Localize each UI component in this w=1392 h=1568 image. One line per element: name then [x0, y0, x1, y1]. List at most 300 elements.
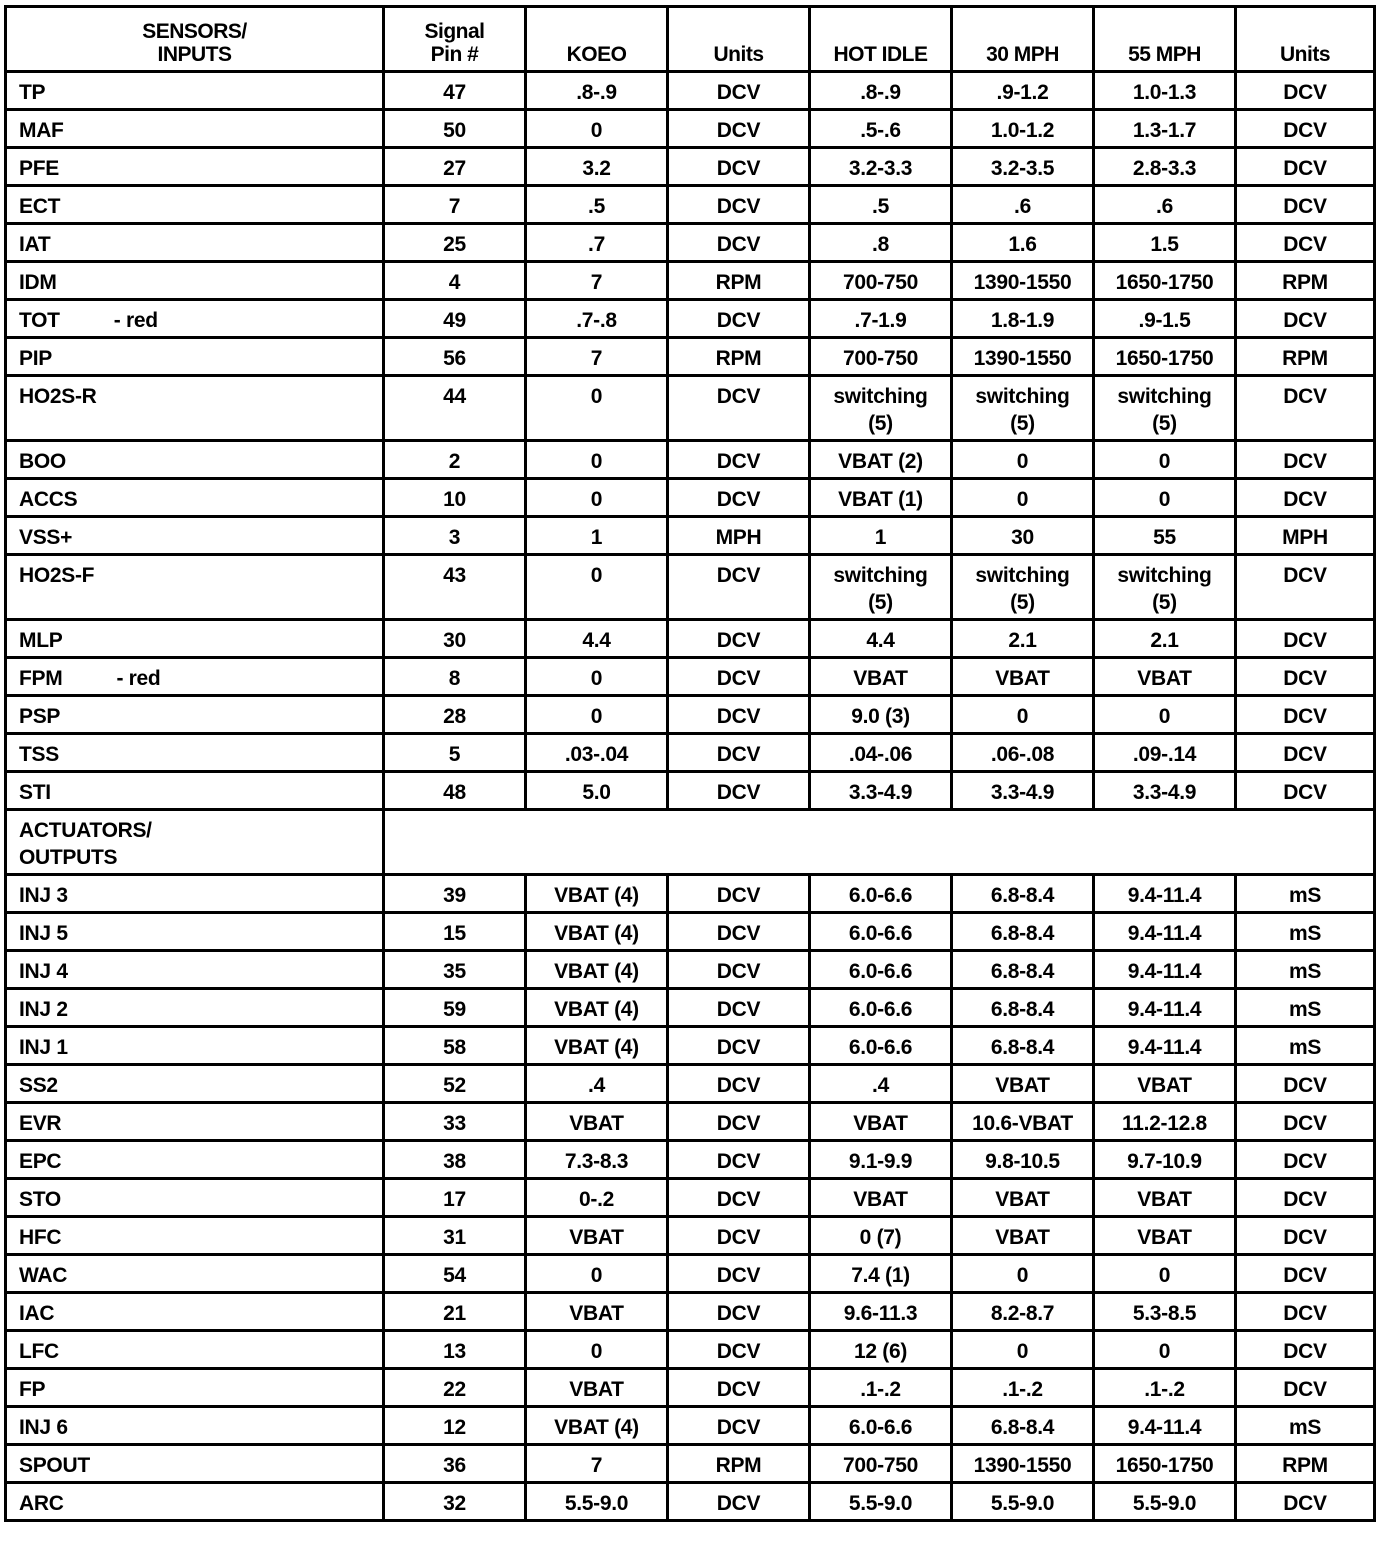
- hot-idle-value: 5.5-9.0: [810, 1483, 952, 1521]
- koeo-value: 7: [526, 338, 668, 376]
- component-label: INJ 1: [19, 1036, 68, 1059]
- units: DCV: [668, 875, 810, 913]
- signal-pin: 17: [384, 1179, 526, 1217]
- units-2: DCV: [1236, 1369, 1375, 1407]
- 55-mph-value: 9.4-11.4: [1094, 989, 1236, 1027]
- units: MPH: [668, 517, 810, 555]
- 55-mph-value: .9-1.5: [1094, 300, 1236, 338]
- header-row: [6, 7, 1375, 72]
- 30-mph-value: 1390-1550: [952, 262, 1094, 300]
- 55-mph-value: 9.4-11.4: [1094, 875, 1236, 913]
- hot-idle-value: .4: [810, 1065, 952, 1103]
- header-units-2: Units: [1236, 7, 1375, 72]
- units-2: DCV: [1236, 1179, 1375, 1217]
- signal-pin: 4: [384, 262, 526, 300]
- 55-mph-value: 55: [1094, 517, 1236, 555]
- hot-idle-value: 3.2-3.3: [810, 148, 952, 186]
- component-label: TOT: [19, 309, 60, 332]
- units: DCV: [668, 951, 810, 989]
- 30-mph-value: 1.6: [952, 224, 1094, 262]
- hot-idle-value: VBAT: [810, 1179, 952, 1217]
- signal-pin: 2: [384, 441, 526, 479]
- component-label: MLP: [19, 629, 63, 652]
- units-2: DCV: [1236, 1331, 1375, 1369]
- component-name: [6, 262, 384, 300]
- units-2: DCV: [1236, 224, 1375, 262]
- hot-idle-value: .1-.2: [810, 1369, 952, 1407]
- table-row: [6, 441, 1375, 479]
- koeo-value: 3.2: [526, 148, 668, 186]
- signal-pin: 38: [384, 1141, 526, 1179]
- signal-pin: 43: [384, 555, 526, 620]
- units: DCV: [668, 620, 810, 658]
- signal-pin: 30: [384, 620, 526, 658]
- units: DCV: [668, 989, 810, 1027]
- signal-pin: 44: [384, 376, 526, 441]
- units: DCV: [668, 72, 810, 110]
- 30-mph-value: 0: [952, 479, 1094, 517]
- units-2: DCV: [1236, 376, 1375, 441]
- signal-pin: 8: [384, 658, 526, 696]
- units-2: DCV: [1236, 186, 1375, 224]
- units-2: DCV: [1236, 734, 1375, 772]
- table-row: [6, 1027, 1375, 1065]
- 55-mph-value: 1.5: [1094, 224, 1236, 262]
- units: DCV: [668, 148, 810, 186]
- 55-mph-value: VBAT: [1094, 1065, 1236, 1103]
- 55-mph-value: 1.3-1.7: [1094, 110, 1236, 148]
- component-name: [6, 224, 384, 262]
- koeo-value: 5.5-9.0: [526, 1483, 668, 1521]
- hot-idle-value: 700-750: [810, 262, 952, 300]
- table-row: [6, 658, 1375, 696]
- 30-mph-value: switching (5): [952, 376, 1094, 441]
- units-2: DCV: [1236, 148, 1375, 186]
- units-2: DCV: [1236, 300, 1375, 338]
- header-30-mph: 30 MPH: [952, 7, 1094, 72]
- table-row: [6, 224, 1375, 262]
- hot-idle-value: 6.0-6.6: [810, 875, 952, 913]
- 30-mph-value: 9.8-10.5: [952, 1141, 1094, 1179]
- header-units: Units: [668, 7, 810, 72]
- hot-idle-value: .04-.06: [810, 734, 952, 772]
- component-label: WAC: [19, 1264, 68, 1287]
- hot-idle-value: 6.0-6.6: [810, 951, 952, 989]
- component-label: HFC: [19, 1226, 62, 1249]
- component-label: INJ 4: [19, 960, 68, 983]
- signal-pin: 27: [384, 148, 526, 186]
- units: DCV: [668, 696, 810, 734]
- koeo-value: VBAT: [526, 1217, 668, 1255]
- units-2: mS: [1236, 989, 1375, 1027]
- signal-pin: 15: [384, 913, 526, 951]
- units-2: mS: [1236, 875, 1375, 913]
- 55-mph-value: switching (5): [1094, 376, 1236, 441]
- wire-color-note: - red: [116, 667, 161, 690]
- component-label: SPOUT: [19, 1454, 90, 1477]
- component-name: [6, 913, 384, 951]
- 30-mph-value: VBAT: [952, 658, 1094, 696]
- component-label: FPM: [19, 667, 63, 690]
- 55-mph-value: 0: [1094, 1331, 1236, 1369]
- 30-mph-value: 0: [952, 696, 1094, 734]
- koeo-value: VBAT: [526, 1103, 668, 1141]
- wire-color-note: - red: [113, 309, 158, 332]
- component-label: ACCS: [19, 488, 78, 511]
- units: DCV: [668, 1065, 810, 1103]
- 30-mph-value: 1390-1550: [952, 1445, 1094, 1483]
- 30-mph-value: .06-.08: [952, 734, 1094, 772]
- 30-mph-value: VBAT: [952, 1179, 1094, 1217]
- component-name: [6, 875, 384, 913]
- hot-idle-value: VBAT (1): [810, 479, 952, 517]
- 55-mph-value: 5.3-8.5: [1094, 1293, 1236, 1331]
- units-2: DCV: [1236, 1483, 1375, 1521]
- component-name: [6, 1141, 384, 1179]
- component-name: [6, 658, 384, 696]
- 30-mph-value: 6.8-8.4: [952, 1407, 1094, 1445]
- sensor-values-table: [4, 5, 1376, 1522]
- hot-idle-value: 700-750: [810, 338, 952, 376]
- component-label: SS2: [19, 1074, 58, 1097]
- component-name: [6, 148, 384, 186]
- component-label: EPC: [19, 1150, 62, 1173]
- sensor-rows: [6, 72, 1375, 810]
- hot-idle-value: .8: [810, 224, 952, 262]
- 30-mph-value: 8.2-8.7: [952, 1293, 1094, 1331]
- 55-mph-value: 9.4-11.4: [1094, 1407, 1236, 1445]
- table-row: [6, 913, 1375, 951]
- component-label: EVR: [19, 1112, 62, 1135]
- signal-pin: 54: [384, 1255, 526, 1293]
- component-name: [6, 110, 384, 148]
- 30-mph-value: switching (5): [952, 555, 1094, 620]
- units-2: DCV: [1236, 555, 1375, 620]
- signal-pin: 58: [384, 1027, 526, 1065]
- 30-mph-value: 6.8-8.4: [952, 989, 1094, 1027]
- 30-mph-value: 2.1: [952, 620, 1094, 658]
- koeo-value: 1: [526, 517, 668, 555]
- units-2: RPM: [1236, 262, 1375, 300]
- component-name: [6, 376, 384, 441]
- table-row: [6, 186, 1375, 224]
- component-label: INJ 2: [19, 998, 68, 1021]
- units-2: mS: [1236, 951, 1375, 989]
- hot-idle-value: switching (5): [810, 376, 952, 441]
- units-2: DCV: [1236, 1103, 1375, 1141]
- table-row: [6, 1445, 1375, 1483]
- units-2: mS: [1236, 1407, 1375, 1445]
- koeo-value: 0: [526, 1331, 668, 1369]
- header-hot-idle: HOT IDLE: [810, 7, 952, 72]
- units: DCV: [668, 224, 810, 262]
- hot-idle-value: 4.4: [810, 620, 952, 658]
- table-row: [6, 110, 1375, 148]
- koeo-value: .8-.9: [526, 72, 668, 110]
- component-name: [6, 696, 384, 734]
- units: DCV: [668, 1027, 810, 1065]
- 30-mph-value: VBAT: [952, 1065, 1094, 1103]
- signal-pin: 12: [384, 1407, 526, 1445]
- signal-pin: 28: [384, 696, 526, 734]
- table-row: [6, 376, 1375, 441]
- units: RPM: [668, 1445, 810, 1483]
- 55-mph-value: 2.1: [1094, 620, 1236, 658]
- units: DCV: [668, 1483, 810, 1521]
- section-label-actuators-outputs: ACTUATORS/ OUTPUTS: [6, 810, 384, 875]
- 30-mph-value: 0: [952, 441, 1094, 479]
- component-name: [6, 300, 384, 338]
- component-label: INJ 3: [19, 884, 68, 907]
- 30-mph-value: 6.8-8.4: [952, 951, 1094, 989]
- 55-mph-value: 1650-1750: [1094, 1445, 1236, 1483]
- component-label: MAF: [19, 119, 64, 142]
- table-row: [6, 989, 1375, 1027]
- units: DCV: [668, 1103, 810, 1141]
- signal-pin: 47: [384, 72, 526, 110]
- signal-pin: 50: [384, 110, 526, 148]
- units-2: RPM: [1236, 338, 1375, 376]
- component-label: IAT: [19, 233, 51, 256]
- hot-idle-value: switching (5): [810, 555, 952, 620]
- koeo-value: .7: [526, 224, 668, 262]
- units: DCV: [668, 1407, 810, 1445]
- table-row: [6, 1141, 1375, 1179]
- signal-pin: 5: [384, 734, 526, 772]
- koeo-value: VBAT: [526, 1369, 668, 1407]
- units-2: DCV: [1236, 479, 1375, 517]
- units-2: DCV: [1236, 110, 1375, 148]
- koeo-value: 0-.2: [526, 1179, 668, 1217]
- table-row: [6, 696, 1375, 734]
- component-label: VSS+: [19, 526, 73, 549]
- component-label: HO2S-R: [19, 385, 97, 408]
- koeo-value: 0: [526, 658, 668, 696]
- component-label: PSP: [19, 705, 61, 728]
- component-name: [6, 1217, 384, 1255]
- 55-mph-value: VBAT: [1094, 1217, 1236, 1255]
- section-spacer: [384, 810, 1375, 875]
- header-koeo: KOEO: [526, 7, 668, 72]
- koeo-value: VBAT (4): [526, 1407, 668, 1445]
- signal-pin: 22: [384, 1369, 526, 1407]
- component-label: IAC: [19, 1302, 55, 1325]
- 30-mph-value: 6.8-8.4: [952, 1027, 1094, 1065]
- koeo-value: VBAT: [526, 1293, 668, 1331]
- koeo-value: 0: [526, 479, 668, 517]
- koeo-value: 0: [526, 696, 668, 734]
- koeo-value: 7: [526, 1445, 668, 1483]
- 30-mph-value: 10.6-VBAT: [952, 1103, 1094, 1141]
- table-row: [6, 772, 1375, 810]
- units: RPM: [668, 338, 810, 376]
- table-row: [6, 1293, 1375, 1331]
- component-label: LFC: [19, 1340, 59, 1363]
- 30-mph-value: .6: [952, 186, 1094, 224]
- 55-mph-value: VBAT: [1094, 658, 1236, 696]
- hot-idle-value: 6.0-6.6: [810, 1027, 952, 1065]
- units: DCV: [668, 186, 810, 224]
- hot-idle-value: .8-.9: [810, 72, 952, 110]
- component-label: INJ 6: [19, 1416, 68, 1439]
- header-55-mph: 55 MPH: [1094, 7, 1236, 72]
- koeo-value: .03-.04: [526, 734, 668, 772]
- koeo-value: VBAT (4): [526, 951, 668, 989]
- table-row: [6, 1369, 1375, 1407]
- 30-mph-value: 5.5-9.0: [952, 1483, 1094, 1521]
- component-name: [6, 1065, 384, 1103]
- koeo-value: VBAT (4): [526, 1027, 668, 1065]
- units: DCV: [668, 913, 810, 951]
- 30-mph-value: VBAT: [952, 1217, 1094, 1255]
- table-row: [6, 1217, 1375, 1255]
- units-2: MPH: [1236, 517, 1375, 555]
- component-name: [6, 555, 384, 620]
- units-2: DCV: [1236, 620, 1375, 658]
- 55-mph-value: 0: [1094, 1255, 1236, 1293]
- table-row: [6, 72, 1375, 110]
- 30-mph-value: 0: [952, 1331, 1094, 1369]
- table-row: [6, 148, 1375, 186]
- hot-idle-value: 0 (7): [810, 1217, 952, 1255]
- hot-idle-value: 3.3-4.9: [810, 772, 952, 810]
- table-row: [6, 875, 1375, 913]
- component-name: [6, 1369, 384, 1407]
- component-name: [6, 1407, 384, 1445]
- koeo-value: .5: [526, 186, 668, 224]
- units: DCV: [668, 1255, 810, 1293]
- units: DCV: [668, 1331, 810, 1369]
- signal-pin: 33: [384, 1103, 526, 1141]
- component-name: [6, 1255, 384, 1293]
- component-name: [6, 1179, 384, 1217]
- table-row: [6, 479, 1375, 517]
- hot-idle-value: 6.0-6.6: [810, 1407, 952, 1445]
- signal-pin: 35: [384, 951, 526, 989]
- koeo-value: .4: [526, 1065, 668, 1103]
- 55-mph-value: 2.8-3.3: [1094, 148, 1236, 186]
- 30-mph-value: 30: [952, 517, 1094, 555]
- component-label: IDM: [19, 271, 57, 294]
- component-label: PIP: [19, 347, 52, 370]
- units-2: DCV: [1236, 1065, 1375, 1103]
- table-row: [6, 555, 1375, 620]
- units-2: DCV: [1236, 1217, 1375, 1255]
- component-name: [6, 1483, 384, 1521]
- units: DCV: [668, 1293, 810, 1331]
- 55-mph-value: 9.7-10.9: [1094, 1141, 1236, 1179]
- hot-idle-value: 1: [810, 517, 952, 555]
- units: DCV: [668, 734, 810, 772]
- units: DCV: [668, 1217, 810, 1255]
- koeo-value: 0: [526, 1255, 668, 1293]
- units: DCV: [668, 110, 810, 148]
- units-2: RPM: [1236, 1445, 1375, 1483]
- component-name: [6, 1293, 384, 1331]
- units-2: mS: [1236, 913, 1375, 951]
- component-label: PFE: [19, 157, 59, 180]
- 55-mph-value: 9.4-11.4: [1094, 951, 1236, 989]
- koeo-value: 5.0: [526, 772, 668, 810]
- hot-idle-value: .5-.6: [810, 110, 952, 148]
- hot-idle-value: 700-750: [810, 1445, 952, 1483]
- component-name: [6, 72, 384, 110]
- signal-pin: 39: [384, 875, 526, 913]
- 30-mph-value: 1390-1550: [952, 338, 1094, 376]
- units: RPM: [668, 262, 810, 300]
- units: DCV: [668, 441, 810, 479]
- koeo-value: 4.4: [526, 620, 668, 658]
- component-label: ARC: [19, 1492, 64, 1515]
- koeo-value: 0: [526, 110, 668, 148]
- table-row: [6, 1065, 1375, 1103]
- units: DCV: [668, 555, 810, 620]
- 55-mph-value: .1-.2: [1094, 1369, 1236, 1407]
- signal-pin: 21: [384, 1293, 526, 1331]
- table-row: [6, 1407, 1375, 1445]
- 55-mph-value: 1650-1750: [1094, 338, 1236, 376]
- 55-mph-value: .09-.14: [1094, 734, 1236, 772]
- signal-pin: 56: [384, 338, 526, 376]
- signal-pin: 49: [384, 300, 526, 338]
- hot-idle-value: 6.0-6.6: [810, 913, 952, 951]
- component-label: BOO: [19, 450, 66, 473]
- 55-mph-value: .6: [1094, 186, 1236, 224]
- header-sensors-inputs: SENSORS/ INPUTS: [6, 7, 384, 72]
- 30-mph-value: 3.2-3.5: [952, 148, 1094, 186]
- hot-idle-value: 7.4 (1): [810, 1255, 952, 1293]
- table-row: [6, 1331, 1375, 1369]
- hot-idle-value: 9.0 (3): [810, 696, 952, 734]
- koeo-value: VBAT (4): [526, 875, 668, 913]
- signal-pin: 52: [384, 1065, 526, 1103]
- component-label: FP: [19, 1378, 46, 1401]
- component-label: INJ 5: [19, 922, 68, 945]
- units-2: DCV: [1236, 772, 1375, 810]
- hot-idle-value: VBAT: [810, 658, 952, 696]
- koeo-value: VBAT (4): [526, 989, 668, 1027]
- component-label: TSS: [19, 743, 59, 766]
- koeo-value: 0: [526, 555, 668, 620]
- table-row: [6, 300, 1375, 338]
- hot-idle-value: .5: [810, 186, 952, 224]
- hot-idle-value: VBAT (2): [810, 441, 952, 479]
- units: DCV: [668, 1179, 810, 1217]
- component-name: [6, 1103, 384, 1141]
- koeo-value: 0: [526, 441, 668, 479]
- component-name: [6, 989, 384, 1027]
- hot-idle-value: .7-1.9: [810, 300, 952, 338]
- units-2: DCV: [1236, 72, 1375, 110]
- table-row: [6, 734, 1375, 772]
- 55-mph-value: VBAT: [1094, 1179, 1236, 1217]
- koeo-value: VBAT (4): [526, 913, 668, 951]
- units-2: mS: [1236, 1027, 1375, 1065]
- units-2: DCV: [1236, 658, 1375, 696]
- signal-pin: 32: [384, 1483, 526, 1521]
- table-row: [6, 517, 1375, 555]
- units: DCV: [668, 1369, 810, 1407]
- hot-idle-value: 9.1-9.9: [810, 1141, 952, 1179]
- table-row: [6, 951, 1375, 989]
- signal-pin: 48: [384, 772, 526, 810]
- 55-mph-value: 3.3-4.9: [1094, 772, 1236, 810]
- units-2: DCV: [1236, 441, 1375, 479]
- 55-mph-value: 0: [1094, 441, 1236, 479]
- 30-mph-value: .9-1.2: [952, 72, 1094, 110]
- 55-mph-value: 1.0-1.3: [1094, 72, 1236, 110]
- koeo-value: .7-.8: [526, 300, 668, 338]
